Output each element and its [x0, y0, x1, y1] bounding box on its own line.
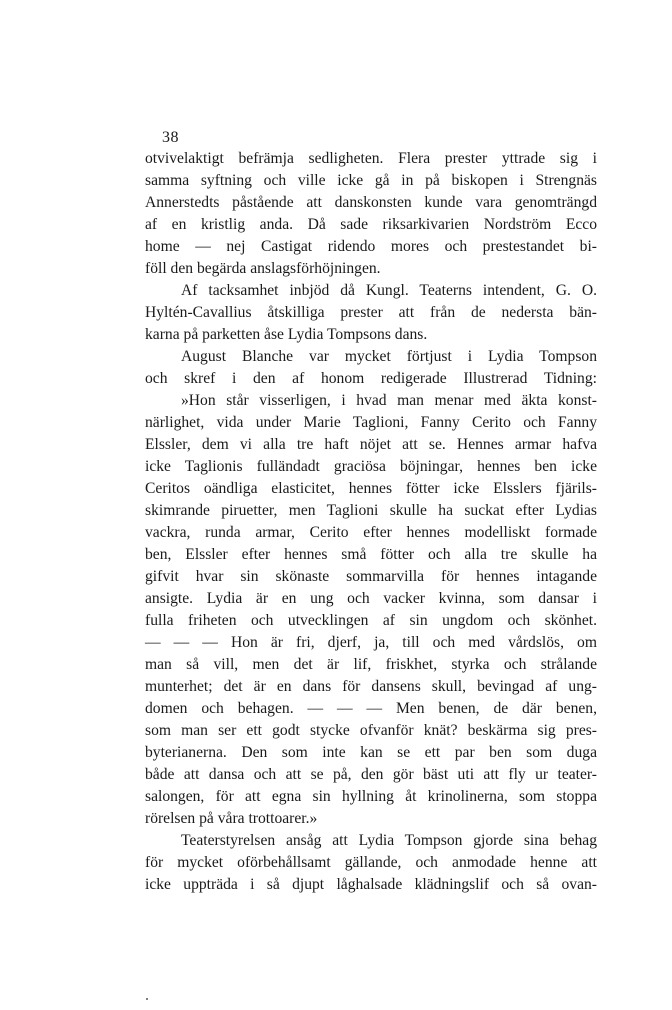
text-line: fulla friheten och utvecklingen af sin ungdom och skönhet.	[145, 612, 597, 629]
text-line: August Blanche var mycket förtjust i Lydia Tompson	[181, 348, 597, 365]
text-line: ansigte. Lydia är en ung och vacker kvinna, som dansar i	[145, 590, 597, 607]
text-line: Hyltén-Cavallius åtskilliga prester att från de nedersta bän-	[145, 304, 597, 321]
text-line: som man ser ett godt stycke ofvanför knät? beskärma sig pres-	[145, 722, 597, 739]
text-line: otvivelaktigt befrämja sedligheten. Flera prester yttrade sig i	[145, 150, 597, 167]
text-line: föll den begärda anslagsförhöjningen.	[145, 260, 381, 277]
text-line: munterhet; det är en dans för dansens skull, bevingad af ung-	[145, 678, 597, 695]
text-line: home — nej Castigat ridendo mores och prestestandet bi-	[145, 238, 597, 255]
text-line: både att dansa och att se på, den gör bäst uti att fly ur teater-	[145, 766, 597, 783]
text-line: Teaterstyrelsen ansåg att Lydia Tompson gjorde sina behag	[181, 832, 597, 849]
text-line: Annerstedts påstående att danskonsten kunde vara genomträngd	[145, 194, 597, 211]
text-line: »Hon står visserligen, i hvad man menar med äkta konst-	[181, 392, 597, 409]
text-line: och skref i den af honom redigerade Illustrerad Tidning:	[145, 370, 597, 387]
text-line: byterianerna. Den som inte kan se ett par ben som duga	[145, 744, 597, 761]
text-line: ben, Elssler efter hennes små fötter och alla tre skulle ha	[145, 546, 597, 563]
text-line: — — — Hon är fri, djerf, ja, till och med vårdslös, om	[145, 634, 597, 651]
page-number: 38	[162, 129, 179, 146]
text-line: man så vill, men det är lif, friskhet, styrka och strålande	[145, 656, 597, 673]
text-line: karna på parketten åse Lydia Tompsons dans.	[145, 326, 428, 343]
text-line: icke uppträda i så djupt låghalsade klädningslif och så ovan-	[145, 876, 597, 893]
scan-speck	[146, 998, 148, 1000]
text-line: för mycket oförbehållsamt gällande, och anmodade henne att	[145, 854, 597, 871]
text-line: skimrande piruetter, men Taglioni skulle ha suckat efter Lydias	[145, 502, 597, 519]
text-line: närlighet, vida under Marie Taglioni, Fanny Cerito och Fanny	[145, 414, 597, 431]
text-line: icke Taglionis fulländadt graciösa böjningar, hennes ben icke	[145, 458, 597, 475]
text-line: gifvit hvar sin skönaste sommarvilla för hennes intagande	[145, 568, 597, 585]
text-line: af en kristlig anda. Då sade riksarkivarien Nordström Ecco	[145, 216, 597, 233]
text-line: Ceritos oändliga elasticitet, hennes fötter icke Elsslers fjärils-	[145, 480, 597, 497]
text-line: vackra, runda armar, Cerito efter hennes modelliskt formade	[145, 524, 597, 541]
text-line: domen och behagen. — — — Men benen, de där benen,	[145, 700, 597, 717]
text-line: samma syftning och ville icke gå in på biskopen i Strengnäs	[145, 172, 597, 189]
text-line: Elssler, dem vi alla tre haft nöjet att se. Hennes armar hafva	[145, 436, 597, 453]
text-line: Af tacksamhet inbjöd då Kungl. Teaterns intendent, G. O.	[181, 282, 597, 299]
text-line: rörelsen på våra trottoarer.»	[145, 810, 318, 827]
text-line: salongen, för att egna sin hyllning åt krinolinerna, som stoppa	[145, 788, 597, 805]
